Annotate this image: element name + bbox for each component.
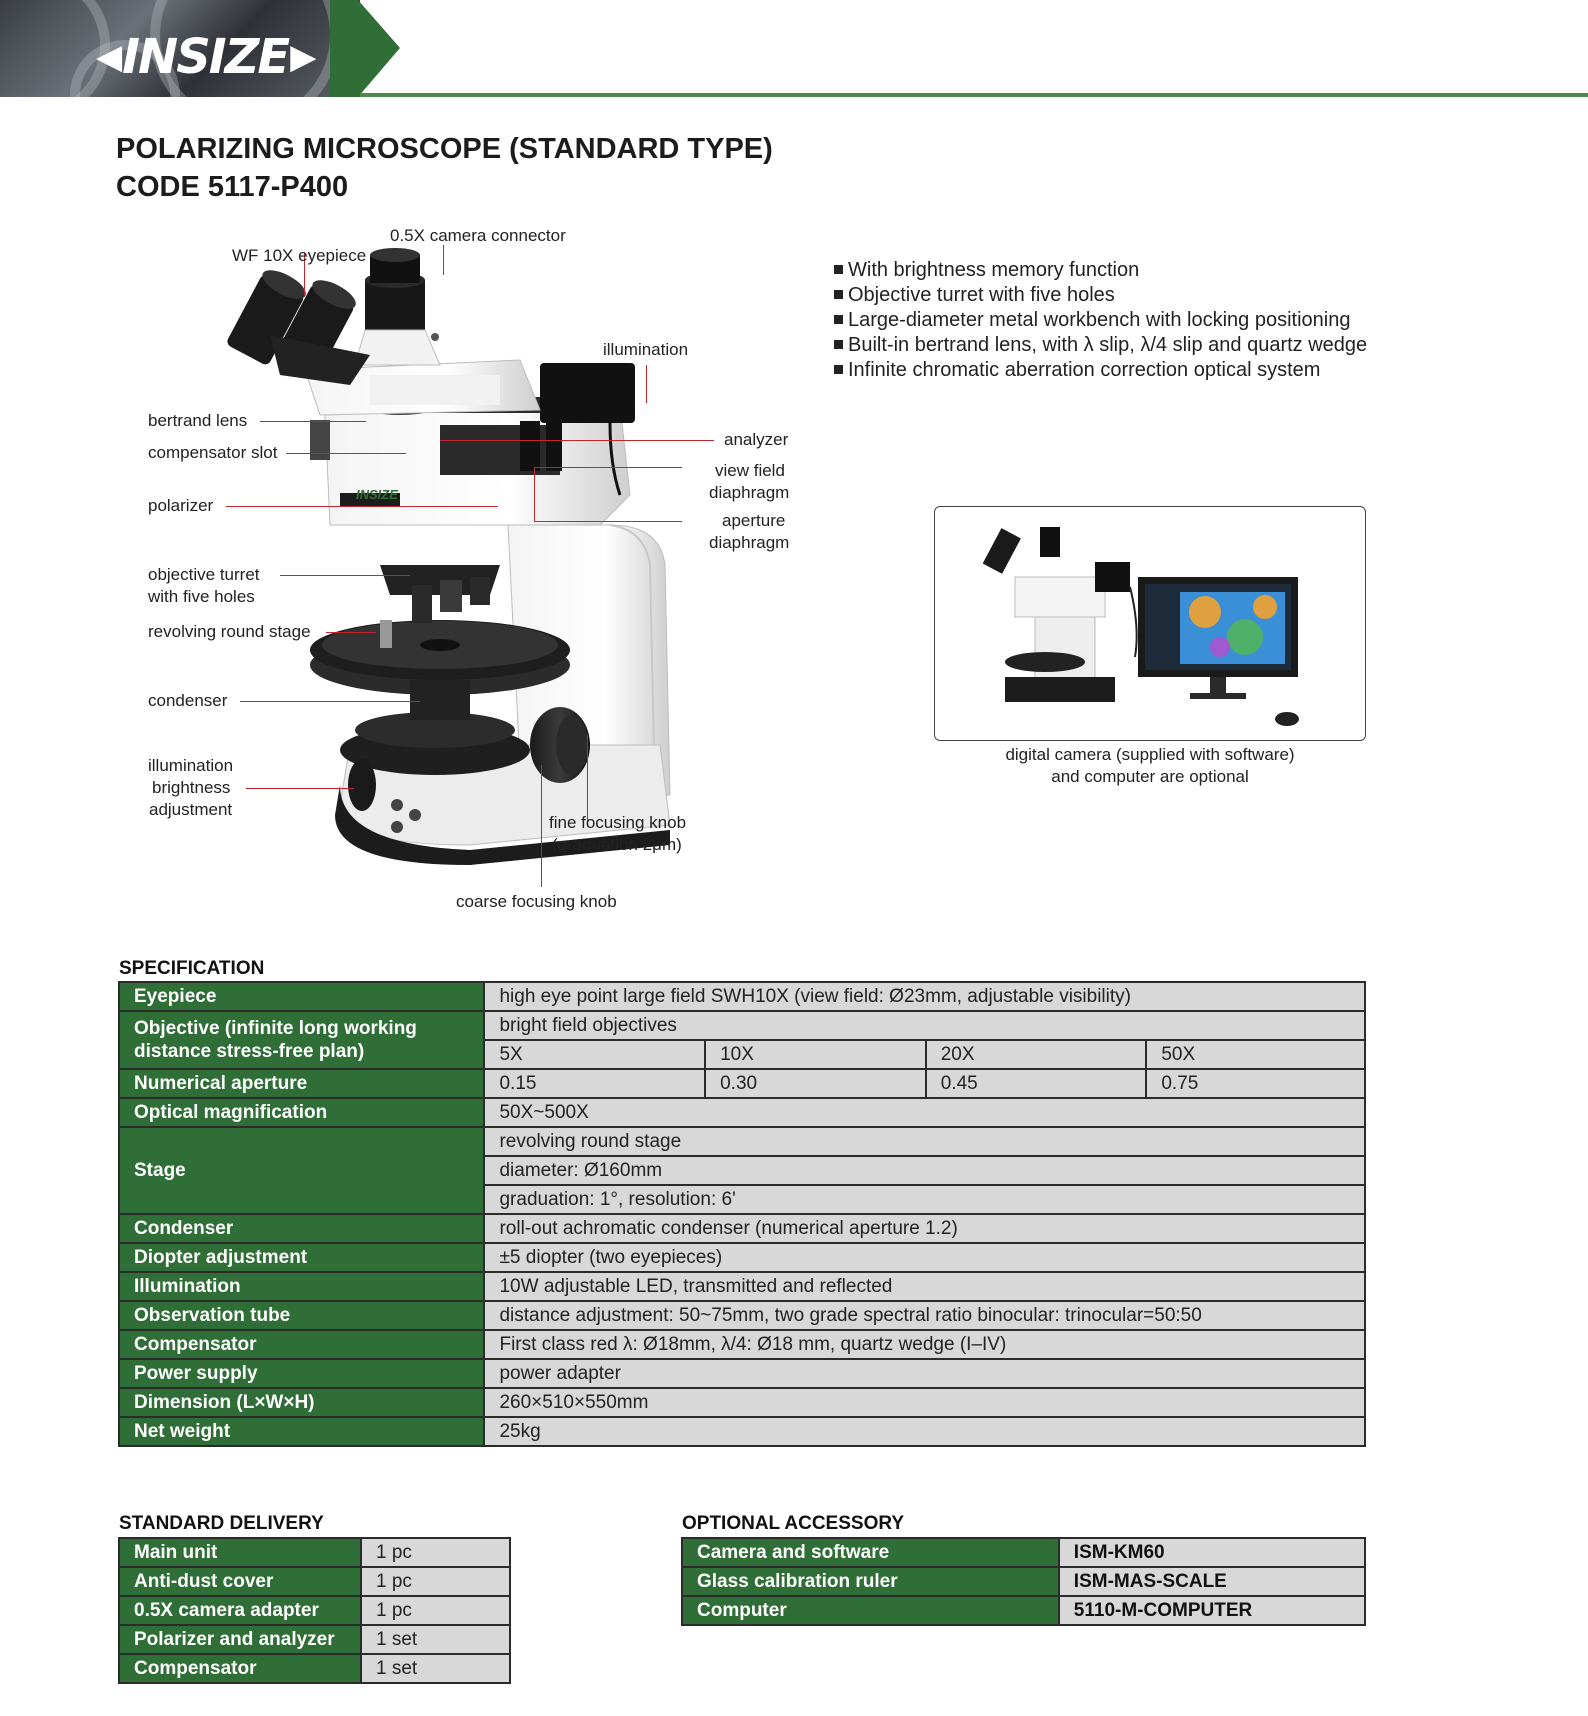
spec-value: ±5 diopter (two eyepieces) [484,1243,1365,1272]
spec-value: 25kg [484,1417,1365,1446]
optional-setup-photo [934,506,1366,741]
spec-key: Condenser [119,1214,484,1243]
table-row: Camera and software ISM-KM60 [682,1538,1365,1567]
label-fine-focus-line2: (graduation 2μm) [552,835,682,854]
page-header [0,0,1588,100]
view-field-leader-line [534,467,682,468]
label-aperture-line1: aperture [722,511,786,530]
label-brightness-line3: adjustment [149,800,233,819]
feature-item: Large-diameter metal workbench with locking positioning [834,308,1394,333]
spec-key: Dimension (L×W×H) [119,1388,484,1417]
spec-value: First class red λ: Ø18mm, λ/4: Ø18 mm, quartz wedge (I–IV) [484,1330,1365,1359]
label-view-field-line1: view field [715,461,785,480]
delivery-table [118,1537,511,1684]
microscope-figure [140,225,800,925]
table-row [119,1098,1365,1127]
spec-key: Compensator [119,1330,484,1359]
accessory-heading: OPTIONAL ACCESSORY [682,1513,905,1534]
label-brightness-line2: brightness [152,778,231,797]
spec-key: Eyepiece [119,982,484,1011]
table-row [119,1388,1365,1417]
bertrand-leader-line [260,421,366,422]
table-row [119,1417,1365,1446]
table-row: Computer 5110-M-COMPUTER [682,1596,1365,1625]
turret-leader-line [280,575,410,576]
label-polarizer: polarizer [148,496,214,515]
coarse-focus-leader-line [541,765,542,887]
table-row [119,1272,1365,1301]
table-row [119,1069,1365,1098]
label-condenser: condenser [148,691,228,710]
table-row [119,1011,1365,1040]
spec-key: Optical magnification [119,1098,484,1127]
na-value: 0.75 [1146,1069,1365,1098]
table-row: Polarizer and analyzer 1 set [119,1625,510,1654]
table-row [119,1243,1365,1272]
table-row: Compensator 1 set [119,1654,510,1683]
label-camera-connector: 0.5X camera connector [390,226,566,245]
table-row [119,982,1365,1011]
aperture-leader-vertical [534,467,535,521]
objective-mag: 50X [1146,1040,1365,1069]
objective-mag: 5X [484,1040,705,1069]
polarizer-leader-line [226,506,498,507]
spec-value: high eye point large field SWH10X (view field: Ø23mm, adjustable visibility) [484,982,1365,1011]
label-bertrand-lens: bertrand lens [148,411,248,430]
brand-logo: ◀ INSIZE ▶ [96,29,315,85]
microscope-body-logo: INSIZE [356,487,398,502]
na-value: 0.45 [926,1069,1147,1098]
na-value: 0.30 [705,1069,926,1098]
condenser-leader-line [240,701,420,702]
spec-value: roll-out achromatic condenser (numerical aperture 1.2) [484,1214,1365,1243]
camera-connector-leader-line [443,245,444,275]
label-turret-line1: objective turret [148,565,260,584]
spec-value: revolving round stage [484,1127,1365,1156]
header-green-rule [360,93,1588,97]
na-value: 0.15 [484,1069,705,1098]
table-row [119,1330,1365,1359]
logo-right-arrow-icon: ▶ [290,37,315,77]
spec-value: graduation: 1°, resolution: 6' [484,1185,1365,1214]
spec-value: bright field objectives [484,1011,1365,1040]
feature-list [834,258,1394,383]
spec-value: 10W adjustable LED, transmitted and reflected [484,1272,1365,1301]
label-illumination: illumination [603,340,689,359]
spec-value: distance adjustment: 50~75mm, two grade spectral ratio binocular: trinocular=50:50 [484,1301,1365,1330]
table-row [119,1301,1365,1330]
spec-value: 50X~500X [484,1098,1365,1127]
label-coarse-focus: coarse focusing knob [456,892,617,911]
objective-mag: 20X [926,1040,1147,1069]
feature-item: Objective turret with five holes [834,283,1394,308]
feature-item: Built-in bertrand lens, with λ slip, λ/4 slip and quartz wedge [834,333,1394,358]
analyzer-leader-line [440,440,714,441]
feature-item: Infinite chromatic aberration correction optical system [834,358,1394,383]
stage-leader-line [326,632,376,633]
spec-value: 260×510×550mm [484,1388,1365,1417]
table-row: Glass calibration ruler ISM-MAS-SCALE [682,1567,1365,1596]
label-aperture-line2: diaphragm [709,533,790,552]
spec-key: Diopter adjustment [119,1243,484,1272]
logo-left-arrow-icon: ◀ [96,37,121,77]
label-brightness-line1: illumination [148,756,234,775]
label-view-field-line2: diaphragm [709,483,790,502]
table-row: Anti-dust cover 1 pc [119,1567,510,1596]
optional-photo-caption: digital camera (supplied with software) and computer are optional [1005,745,1295,786]
feature-item: With brightness memory function [834,258,1394,283]
table-row: Main unit 1 pc [119,1538,510,1567]
label-eyepiece: WF 10X eyepiece [232,246,367,265]
spec-key: Power supply [119,1359,484,1388]
spec-key: Observation tube [119,1301,484,1330]
label-fine-focus-line1: fine focusing knob [549,813,687,832]
page-title: POLARIZING MICROSCOPE (STANDARD TYPE) [116,133,773,165]
accessory-table [681,1537,1366,1626]
objective-mag: 10X [705,1040,926,1069]
spec-key: Illumination [119,1272,484,1301]
spec-key: Numerical aperture [119,1069,484,1098]
aperture-leader-line [534,521,682,522]
illumination-leader-line [646,365,647,403]
spec-value: diameter: Ø160mm [484,1156,1365,1185]
table-row [119,1214,1365,1243]
spec-value: power adapter [484,1359,1365,1388]
table-row [119,1127,1365,1156]
delivery-heading: STANDARD DELIVERY [119,1513,324,1534]
label-analyzer: analyzer [724,430,789,449]
spec-key: Net weight [119,1417,484,1446]
header-green-arrow-shape [330,0,400,97]
spec-key: Objective (infinite long working distance stress-free plan) [119,1011,484,1069]
microscope-with-computer-illustration [935,507,1366,741]
product-code: CODE 5117-P400 [116,171,349,203]
table-row [119,1359,1365,1388]
spec-key: Stage [119,1127,484,1214]
table-row: 0.5X camera adapter 1 pc [119,1596,510,1625]
spec-table [118,981,1366,1447]
brightness-leader-line [246,788,354,789]
spec-heading: SPECIFICATION [119,958,265,979]
label-turret-line2: with five holes [148,587,255,606]
label-revolving-stage: revolving round stage [148,622,311,641]
label-compensator-slot: compensator slot [148,443,278,462]
compensator-slot-leader-line [286,453,406,454]
